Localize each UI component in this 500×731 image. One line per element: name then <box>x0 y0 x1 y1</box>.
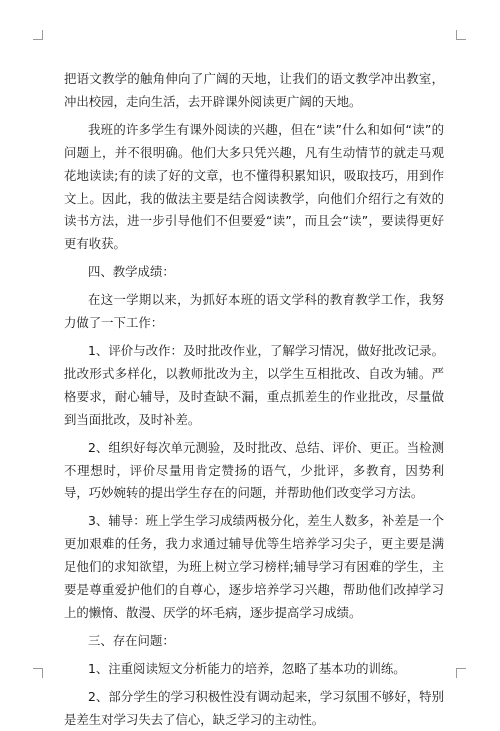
section-heading-teaching-results: 四、教学成绩： <box>88 264 175 280</box>
paragraph-reading-interest: 我班的许多学生有课外阅读的兴趣，但在“读”什么和如何“读”的问题上，并不很明确。他们大多只凭兴趣，凡有生动情节的就走马观花地读读;有的读了好的文章，也不懂得积累知识，吸取技巧，用到作文上。因此，我的做法主要是结合阅读教学，向他们介绍行之有效的读书方法，进一步引导他们不但要爱“读”，而且会“读”，要读得更好更有收获。 <box>64 121 444 252</box>
list-item-tutoring: 3、辅导：班上学生学习成绩两极分化，差生人数多，补差是一个更加艰难的任务，我力求通过辅导优等生培养学习尖子，更主要是满足他们的求知欲望，为班上树立学习榜样;辅导学习有困难的学生，主要是尊重爱护他们的自尊心，逐步培养学习兴趣，帮助他们改掉学习上的懒惰、散漫、厌学的坏毛病，逐步提高学习成绩。 <box>64 513 444 620</box>
list-item-problem-motivation: 2、部分学生的学习积极性没有调动起来，学习氛围不够好，特别是差生对学习失去了信心，缺乏学习的主动性。 <box>64 688 444 727</box>
paragraph-intro-continuation: 把语文教学的触角伸向了广阔的天地，让我们的语文教学冲出教室，冲出校园，走向生活，去开辟课外阅读更广阔的天地。 <box>64 71 444 109</box>
paragraph-semester-summary: 在这一学期以来，为抓好本班的语文学科的教育教学工作，我努力做了一下工作： <box>64 292 444 331</box>
list-item-problem-basic-skills: 1、注重阅读短文分析能力的培养，忽略了基本功的训练。 <box>88 660 406 676</box>
crop-mark-bottom-right <box>456 668 466 678</box>
list-item-unit-tests: 2、组织好每次单元测验，及时批改、总结、评价、更正。当检测不理想时，评价尽量用肯定赞扬的语气，少批评，多教育，因势利导，巧妙婉转的提出学生存在的问题，并帮助他们改变学习方法。 <box>64 439 444 501</box>
document-body <box>64 68 444 731</box>
crop-mark-bottom-left <box>33 668 43 678</box>
crop-mark-top-right <box>456 30 466 40</box>
list-item-evaluation-correction: 1、评价与改作：及时批改作业，了解学习情况，做好批改记录。批改形式多样化，以教师批改为主，以学生互相批改、自改为辅。严格要求，耐心辅导，及时查缺不漏，重点抓差生的作业批改，尽量做到当面批改，及时补差。 <box>64 342 444 427</box>
crop-mark-top-left <box>33 30 43 40</box>
section-heading-existing-problems: 三、存在问题： <box>88 632 175 648</box>
